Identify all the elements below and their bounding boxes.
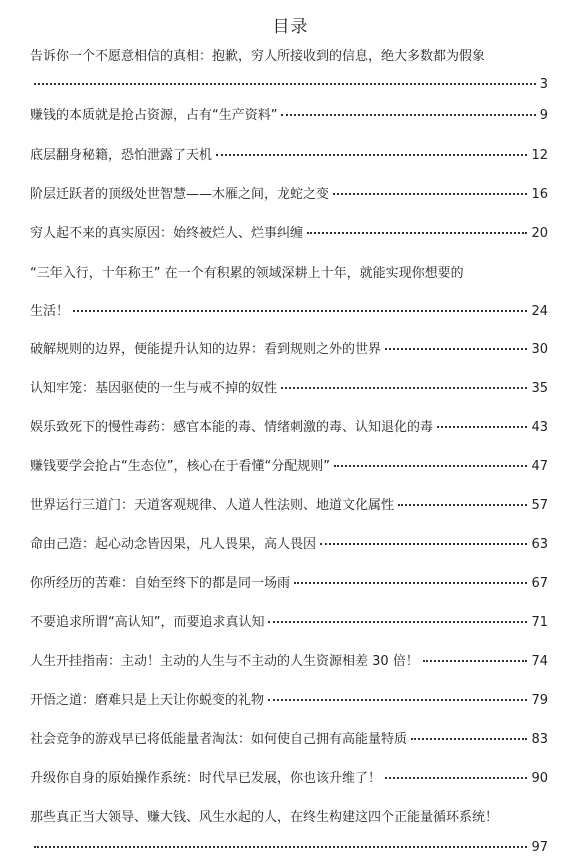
leader-dots (281, 113, 535, 116)
toc-entry-page: 12 (531, 148, 548, 163)
leader-dots (268, 620, 527, 623)
leader-dots (34, 845, 527, 848)
toc-entry[interactable] (30, 455, 548, 475)
leader-dots (268, 698, 527, 701)
leader-dots (320, 542, 527, 545)
toc-entry[interactable] (30, 494, 548, 514)
toc-entry-page: 47 (531, 459, 548, 474)
toc-entry[interactable] (30, 689, 548, 709)
toc-entry-page: 20 (531, 226, 548, 241)
toc-entry-page: 63 (531, 537, 548, 552)
toc-entry-page: 71 (531, 615, 548, 630)
toc-entry-page: 57 (531, 498, 548, 513)
toc-entry-title: “三年入行，十年称王” 在一个有积累的领域深耕上十年，就能实现你想要的 (30, 266, 464, 281)
toc-entry-title: 告诉你一个不愿意相信的真相：抱歉，穷人所接收到的信息，绝大多数都为假象 (30, 49, 486, 64)
toc-entry[interactable] (30, 104, 548, 124)
toc-entry[interactable] (30, 533, 548, 553)
toc-entry-title: 娱乐致死下的慢性毒药：感官本能的毒、情绪刺激的毒、认知退化的毒 (30, 420, 434, 435)
toc-entry-title: 认知牢笼：基因驱使的一生与戒不掉的奴性 (30, 381, 278, 396)
toc-entry[interactable] (30, 45, 548, 97)
toc-entry-title: 开悟之道：磨难只是上天让你蜕变的礼物 (30, 693, 265, 708)
toc-entry[interactable] (30, 338, 548, 358)
toc-entry-title: 赚钱要学会抢占“生态位”，核心在于看懂“分配规则” (30, 459, 330, 474)
leader-dots (294, 581, 527, 584)
toc-entry[interactable] (30, 728, 548, 748)
toc-entry-page: 67 (531, 576, 548, 591)
toc-entry[interactable] (30, 611, 548, 631)
toc-entry-title: 人生开挂指南：主动！主动的人生与不主动的人生资源相差 30 倍！ (30, 654, 419, 669)
toc-entry[interactable] (30, 144, 548, 164)
toc-entry-title: 赚钱的本质就是抢占资源，占有“生产资料” (30, 108, 278, 123)
toc-entry[interactable] (30, 262, 548, 320)
toc-entry[interactable] (30, 183, 548, 203)
toc-entry-title: 破解规则的边界，便能提升认知的边界：看到规则之外的世界 (30, 342, 382, 357)
toc-title: 目录 (272, 17, 309, 37)
toc-entry-title: 命由己造：起心动念皆因果，凡人畏果，高人畏因 (30, 537, 317, 552)
toc-entry-title: 穷人起不来的真实原因：始终被烂人、烂事纠缠 (30, 226, 304, 241)
toc-entry-page: 79 (531, 693, 548, 708)
leader-dots (73, 309, 527, 312)
leader-dots (216, 153, 527, 156)
toc-entry-page: 90 (531, 771, 548, 786)
toc-entry-page: 16 (531, 187, 548, 202)
toc-entry-page: 3 (539, 77, 548, 92)
leader-dots (385, 347, 527, 350)
leader-dots (398, 503, 527, 506)
toc-entry[interactable] (30, 806, 548, 860)
leader-dots (437, 425, 527, 428)
toc-entry-title: 那些真正当大领导、赚大钱、风生水起的人，在终生构建这四个正能量循环系统！ (30, 810, 499, 825)
toc-entry[interactable] (30, 650, 548, 670)
toc-entry-title: 底层翻身秘籍，恐怕泄露了天机 (30, 148, 213, 163)
toc-entry-page: 83 (531, 732, 548, 747)
toc-entry-title: 世界运行三道门：天道客观规律、人道人性法则、地道文化属性 (30, 498, 395, 513)
toc-entry-page: 24 (531, 304, 548, 319)
toc-entry-page: 43 (531, 420, 548, 435)
leader-dots (385, 776, 527, 779)
toc-entry[interactable] (30, 222, 548, 242)
leader-dots (307, 231, 527, 234)
toc-entry-title: 不要追求所谓“高认知”，而要追求真认知 (30, 615, 265, 630)
toc-entry[interactable] (30, 572, 548, 592)
leader-dots (411, 737, 527, 740)
toc-entry-page: 35 (531, 381, 548, 396)
toc-entry-title: 升级你自身的原始操作系统：时代早已发展，你也该升维了！ (30, 771, 382, 786)
leader-dots (333, 192, 527, 195)
leader-dots (281, 386, 527, 389)
toc-entry-page: 97 (531, 840, 548, 855)
toc-entry-page: 30 (531, 342, 548, 357)
toc-entry[interactable] (30, 377, 548, 397)
toc-entry-title: 你所经历的苦难：自始至终下的都是同一场雨 (30, 576, 291, 591)
toc-entry-title: 社会竞争的游戏早已将低能量者淘汰：如何使自己拥有高能量特质 (30, 732, 408, 747)
leader-dots (34, 82, 536, 85)
leader-dots (334, 464, 528, 467)
toc-entry-title: 阶层迁跃者的顶级处世智慧——木雁之间，龙蛇之变 (30, 187, 330, 202)
toc-entry-page: 9 (539, 108, 548, 123)
toc-entry[interactable] (30, 416, 548, 436)
toc-entry[interactable] (30, 767, 548, 787)
toc-entry-title-continued: 生活！ (30, 304, 70, 319)
leader-dots (423, 659, 528, 662)
toc-entry-page: 74 (531, 654, 548, 669)
